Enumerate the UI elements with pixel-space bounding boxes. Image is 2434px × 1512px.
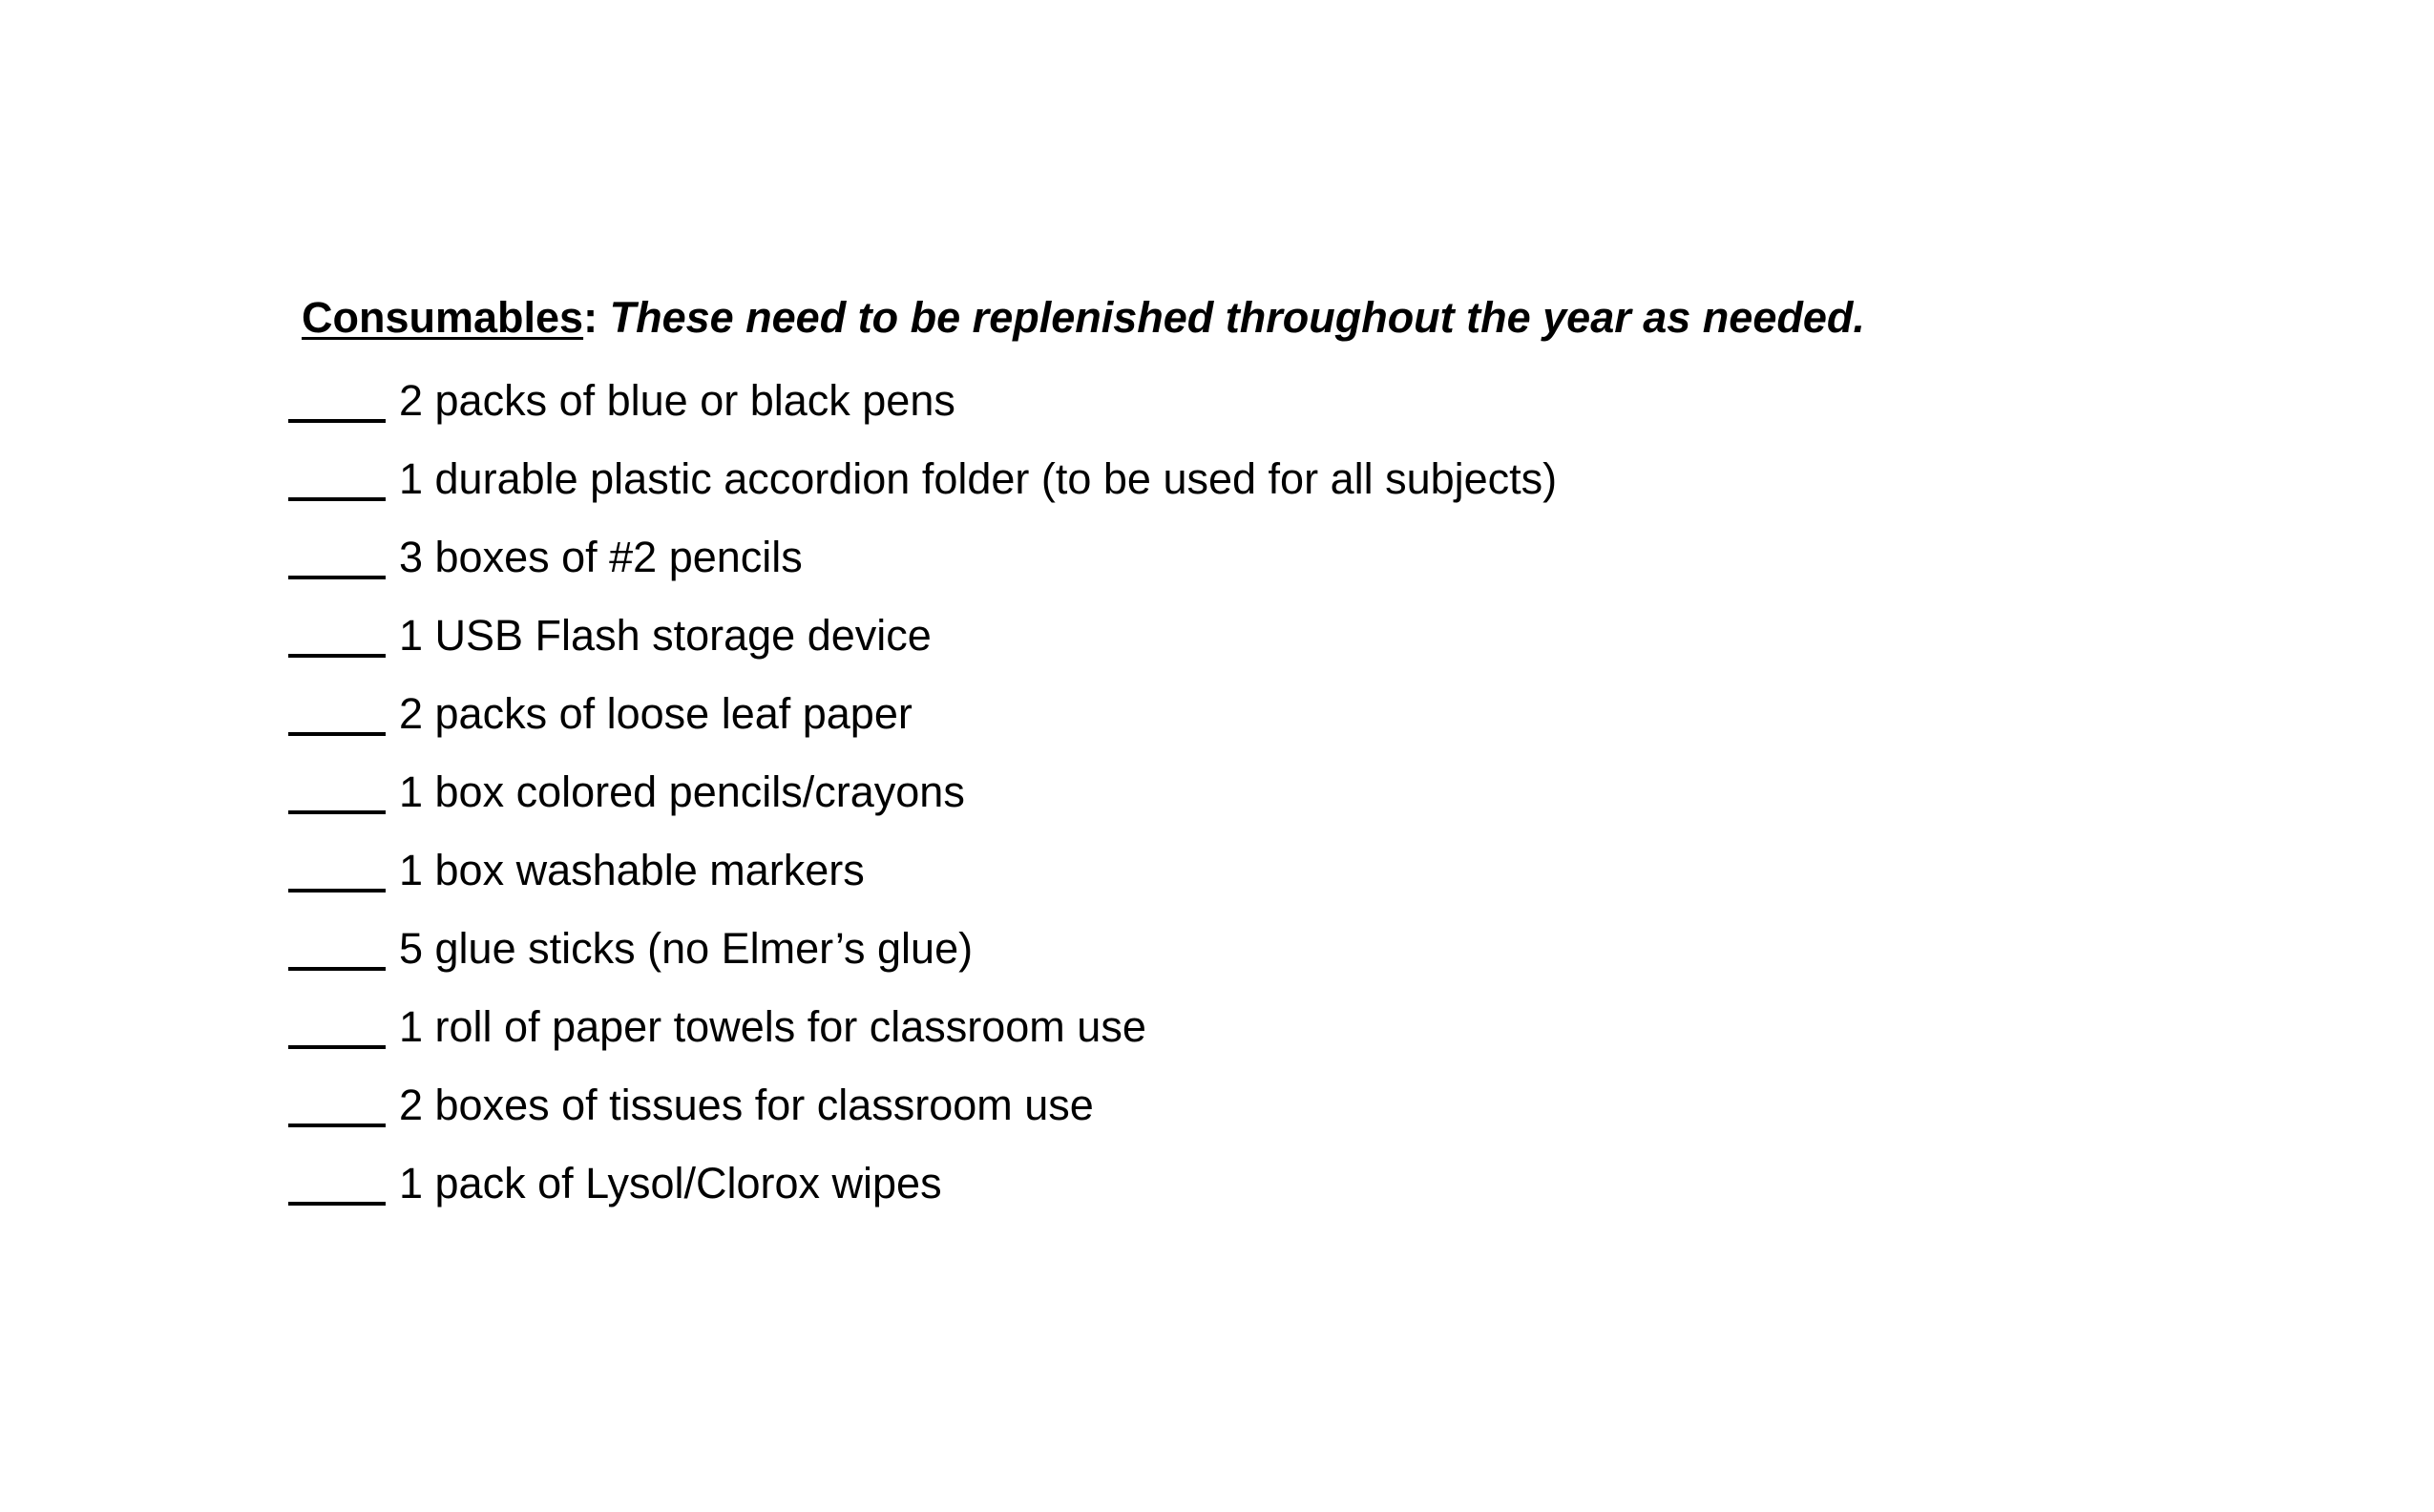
- check-blank-line: [288, 1124, 386, 1127]
- item-label: 2 packs of loose leaf paper: [399, 689, 913, 738]
- item-label: 3 boxes of #2 pencils: [399, 533, 803, 581]
- check-blank-line: [288, 1045, 386, 1049]
- item-label: 1 box washable markers: [399, 846, 865, 894]
- list-item: [288, 988, 2197, 1066]
- heading-note: These need to be replenished throughout the year as needed.: [609, 293, 1865, 342]
- check-blank-line: [288, 497, 386, 501]
- list-item: [288, 1066, 2197, 1144]
- item-label: 1 box colored pencils/crayons: [399, 767, 965, 816]
- check-blank-line: [288, 889, 386, 892]
- item-label: 1 durable plastic accordion folder (to be used for all subjects): [399, 454, 1558, 503]
- check-blank-line: [288, 732, 386, 736]
- list-item: [288, 910, 2197, 988]
- check-blank-line: [288, 1202, 386, 1206]
- item-label: 5 glue sticks (no Elmer’s glue): [399, 924, 974, 973]
- list-item: [288, 831, 2197, 910]
- item-label: 2 packs of blue or black pens: [399, 376, 955, 425]
- heading-term: Consumables: [302, 293, 584, 342]
- list-item: [288, 675, 2197, 753]
- check-blank-line: [288, 967, 386, 971]
- item-label: 1 pack of Lysol/Clorox wipes: [399, 1159, 942, 1208]
- item-label: 2 boxes of tissues for classroom use: [399, 1081, 1094, 1129]
- list-item: [288, 362, 2197, 440]
- consumables-section: [288, 284, 2197, 1223]
- item-label: 1 USB Flash storage device: [399, 611, 932, 660]
- list-item: [288, 597, 2197, 675]
- list-item: [288, 518, 2197, 597]
- supply-list: [288, 362, 2197, 1223]
- item-label: 1 roll of paper towels for classroom use: [399, 1002, 1146, 1051]
- list-item: [288, 440, 2197, 518]
- check-blank-line: [288, 810, 386, 814]
- list-item: [288, 1144, 2197, 1223]
- check-blank-line: [288, 576, 386, 579]
- check-blank-line: [288, 419, 386, 423]
- check-blank-line: [288, 654, 386, 658]
- heading-colon: :: [583, 293, 598, 342]
- section-heading: [302, 284, 2197, 352]
- list-item: [288, 753, 2197, 831]
